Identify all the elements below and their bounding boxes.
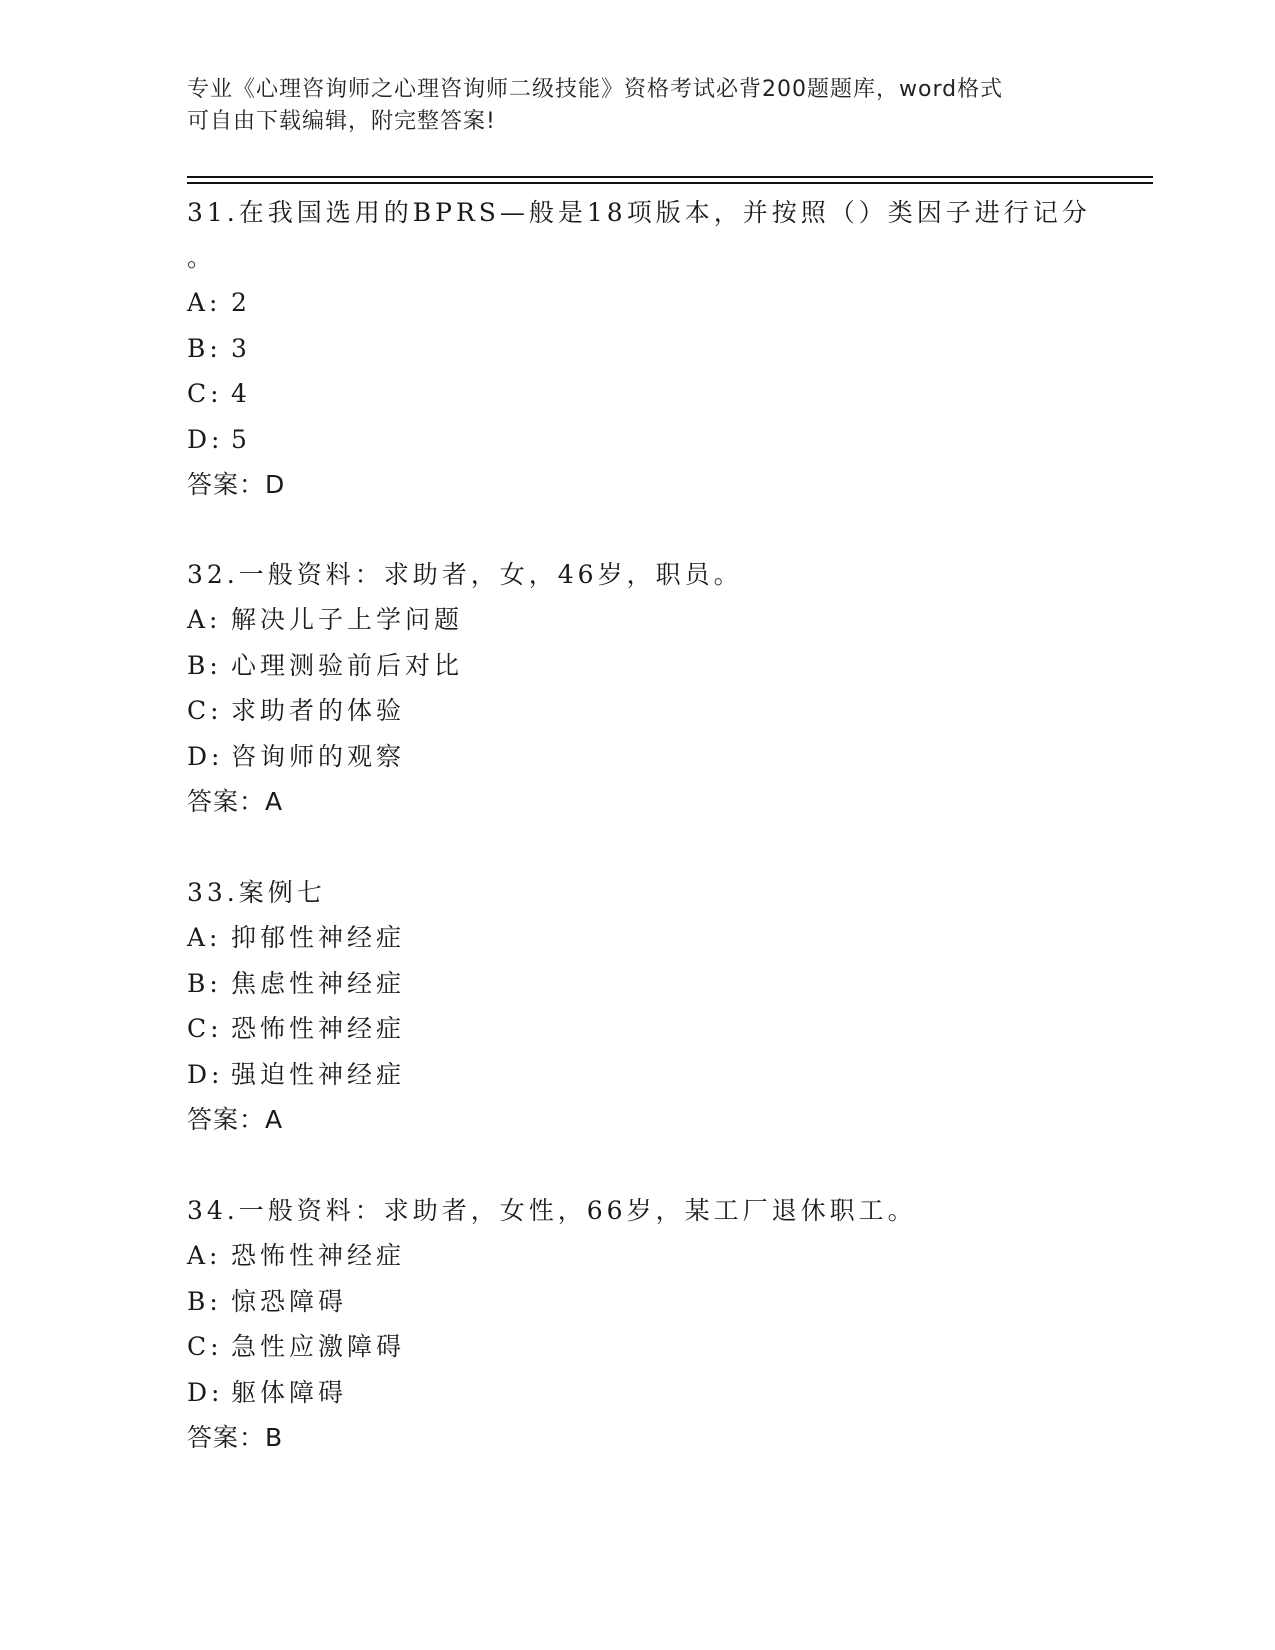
header-divider-top xyxy=(187,176,1153,178)
option-key: A: xyxy=(187,288,222,317)
question-33 xyxy=(187,870,1087,1142)
option-text: 恐怖性神经症 xyxy=(231,1014,406,1043)
option-key: D: xyxy=(187,741,224,771)
option-text: 2 xyxy=(231,288,251,317)
option-c xyxy=(187,371,1087,417)
option-text: 焦虑性神经症 xyxy=(231,968,406,998)
option-d xyxy=(187,734,1087,780)
question-34 xyxy=(187,1188,1087,1460)
option-text: 咨询师的观察 xyxy=(231,741,406,771)
option-d xyxy=(187,1052,1087,1098)
option-text: 惊恐障碍 xyxy=(231,1286,348,1316)
option-a xyxy=(187,1233,1087,1279)
option-key: A: xyxy=(187,605,222,634)
option-b xyxy=(187,1279,1087,1325)
option-key: B: xyxy=(187,650,222,680)
option-b xyxy=(187,961,1087,1007)
option-key: D: xyxy=(187,1059,224,1089)
option-text: 抑郁性神经症 xyxy=(231,923,406,952)
question-stem: 33.案例七 xyxy=(187,878,326,907)
question-stem: 34.一般资料：求助者，女性，66岁，某工厂退休职工。 xyxy=(187,1196,917,1225)
option-key: A: xyxy=(187,923,222,952)
option-a xyxy=(187,280,1087,326)
answer: 答案：B xyxy=(187,1423,284,1452)
option-text: 心理测验前后对比 xyxy=(231,650,464,680)
header-line-1: 专业《心理咨询师之心理咨询师二级技能》资格考试必背200题题库，word格式 xyxy=(187,77,1004,102)
answer: 答案：D xyxy=(187,470,286,499)
header-divider-bottom xyxy=(187,182,1153,184)
option-text: 躯体障碍 xyxy=(231,1377,348,1407)
option-key: C: xyxy=(187,696,223,725)
header-line-2: 可自由下载编辑，附完整答案! xyxy=(187,109,496,134)
option-text: 恐怖性神经症 xyxy=(231,1241,406,1270)
option-b xyxy=(187,326,1087,372)
option-a xyxy=(187,597,1087,643)
option-key: B: xyxy=(187,1286,222,1316)
option-b xyxy=(187,643,1087,689)
question-stem: 32.一般资料：求助者，女，46岁，职员。 xyxy=(187,560,743,589)
option-text: 解决儿子上学问题 xyxy=(231,605,464,634)
option-key: A: xyxy=(187,1241,222,1270)
option-key: D: xyxy=(187,424,224,454)
option-text: 5 xyxy=(231,424,251,454)
option-a xyxy=(187,915,1087,961)
option-key: D: xyxy=(187,1377,224,1407)
question-stem-continuation: 。 xyxy=(187,243,217,272)
option-text: 急性应激障碍 xyxy=(231,1332,406,1361)
answer: 答案：A xyxy=(187,1105,284,1134)
option-text: 3 xyxy=(231,333,251,363)
option-key: B: xyxy=(187,968,222,998)
option-c xyxy=(187,1006,1087,1052)
option-text: 强迫性神经症 xyxy=(231,1059,406,1089)
option-key: B: xyxy=(187,333,222,363)
option-d xyxy=(187,1370,1087,1416)
question-31 xyxy=(187,190,1091,507)
option-key: C: xyxy=(187,1332,223,1361)
question-32 xyxy=(187,552,1087,824)
option-c xyxy=(187,1324,1087,1370)
option-key: C: xyxy=(187,379,223,408)
answer: 答案：A xyxy=(187,787,284,816)
option-key: C: xyxy=(187,1014,223,1043)
option-text: 求助者的体验 xyxy=(231,696,406,725)
option-text: 4 xyxy=(231,379,251,408)
question-stem: 31.在我国选用的BPRS—般是18项版本，并按照（）类因子进行记分 xyxy=(187,198,1091,227)
option-c xyxy=(187,688,1087,734)
document-header xyxy=(187,74,1067,138)
option-d xyxy=(187,417,1087,463)
